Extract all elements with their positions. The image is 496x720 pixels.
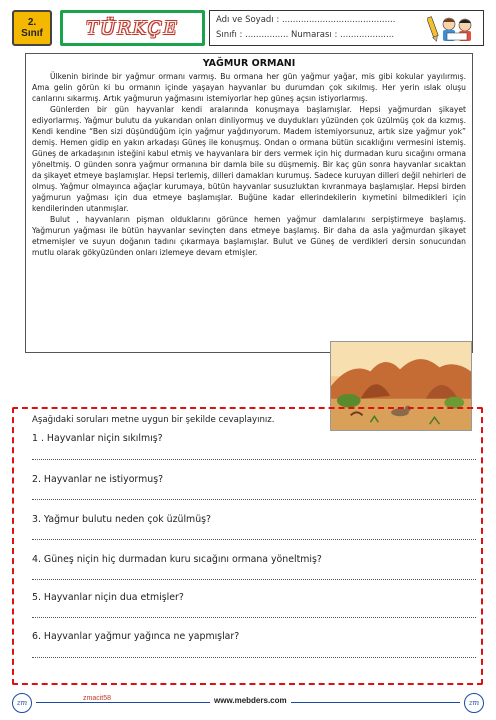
- passage-title: YAĞMUR ORMANI: [202, 58, 296, 69]
- zm-logo-right-icon: zm: [464, 693, 484, 713]
- class-number-field[interactable]: Sınıfı : ................ Numarası : ....................: [216, 30, 395, 40]
- answer-line-2[interactable]: [32, 499, 476, 500]
- grade-label: Sınıf: [21, 28, 43, 39]
- children-reading-icon: [427, 13, 477, 43]
- passage-paragraph-3: Bulut , hayvanların pişman olduklarını görünce hemen yağmur damlalarını serpiştirmeye başlamış. Yağmurun yağması ile bütün hayvanlar sevinçten dans etmeye başlamış. Bir daha da asla yağmurdan şikayet etmemişler ve suyun doğanın tadını çıkarmaya başlamışlar. Bulut ve Güneş de verdikleri dersin sonucundan mutlu olarak gökyüzünden onları izlemeye devam etmişler.: [32, 215, 466, 257]
- question-5: 5. Hayvanlar niçin dua etmişler?: [32, 592, 184, 603]
- grade-badge: [12, 10, 52, 46]
- question-1: 1 . Hayvanlar niçin sıkılmış?: [32, 433, 163, 444]
- answer-line-5[interactable]: [32, 617, 476, 618]
- reading-passage: [25, 53, 473, 353]
- question-6: 6. Hayvanlar yağmur yağınca ne yapmışlar?: [32, 631, 240, 642]
- questions-box: [12, 407, 483, 685]
- name-field[interactable]: Adı ve Soyadı : ..........................................: [216, 15, 396, 25]
- questions-instruction: Aşağıdaki soruları metne uygun bir şekilde cevaplayınız.: [32, 415, 275, 425]
- question-3: 3. Yağmur bulutu neden çok üzülmüş?: [32, 514, 211, 525]
- grade-number: 2.: [27, 17, 37, 28]
- author-tag: zmacit58: [80, 695, 114, 702]
- subject-title: TÜRKÇE: [86, 17, 179, 39]
- question-2: 2. Hayvanlar ne istiyormuş?: [32, 474, 164, 485]
- student-info-box: [209, 10, 484, 46]
- answer-line-6[interactable]: [32, 657, 476, 658]
- answer-line-4[interactable]: [32, 579, 476, 580]
- question-4: 4. Güneş niçin hiç durmadan kuru sıcağını ormana yöneltmiş?: [32, 554, 322, 565]
- answer-line-3[interactable]: [32, 539, 476, 540]
- answer-line-1[interactable]: [32, 459, 476, 460]
- passage-paragraph-1: Ülkenin birinde bir yağmur ormanı varmış. Bu ormana her gün yağmur yağar, mis gibi kokular yayılırmış. Ama gelin görün ki bu ormanın içinde yaşayan hayvanlar bu durumdan çok sıkılmış. Her yerin ıslak oluşu canlarını sıkarmış. Artık yağmurun yağmasını istemiyorlar hep güneş açsın istiyorlarmış.: [32, 72, 466, 103]
- passage-paragraph-2: Günlerden bir gün hayvanlar kendi aralarında konuşmaya başlamışlar. Hepsi yağmurdan şikayet ediyorlarmış. Yağmur bulutu da yukarıdan onları dinliyormuş ve duydukları yüzünden çok üzülmüş çok da kızmış. Kendi kendine “Ben sizi düşündüğüm için yağmur yağdırıyorum. Madem istemiyorsunuz, artık size yağmur yok” demiş. Hemen gidip en yakın arkadaşı Güneş ile konuşmuş. Ondan o ormana bütün sıcaklığını vermesini istemiş. Güneş de arkadaşının isteğini kabul etmiş ve hayvanlara bir ders vermek için hiç durmadan kuru sıcağını ormana yöneltmiş. O günden sonra yağmur ormanına bir damla bile su düşmemiş. Bir kaç gün sonra hayvanlar sıcaktan da şikayet etmeye başlamışlar. Hepsi terlemiş, dilleri damakları kurumuş. Sadece kuruyan dilleri değil nehirleri de olmuş. Yağmur olmayınca ağaçlar kurumaya, bütün hayvanlar susuzluktan kıvranmaya başlamışlar. Hepsi birden yağmurun yağması için dua etmeye başlamışlar. Buğüne kadar ellerindekilerin kıymetini bilmedikleri için kendilerinden utanmışlar.: [32, 105, 466, 213]
- subject-title-box: [60, 10, 205, 46]
- zm-logo-left-icon: zm: [12, 693, 32, 713]
- website-link[interactable]: www.mebders.com: [210, 696, 291, 705]
